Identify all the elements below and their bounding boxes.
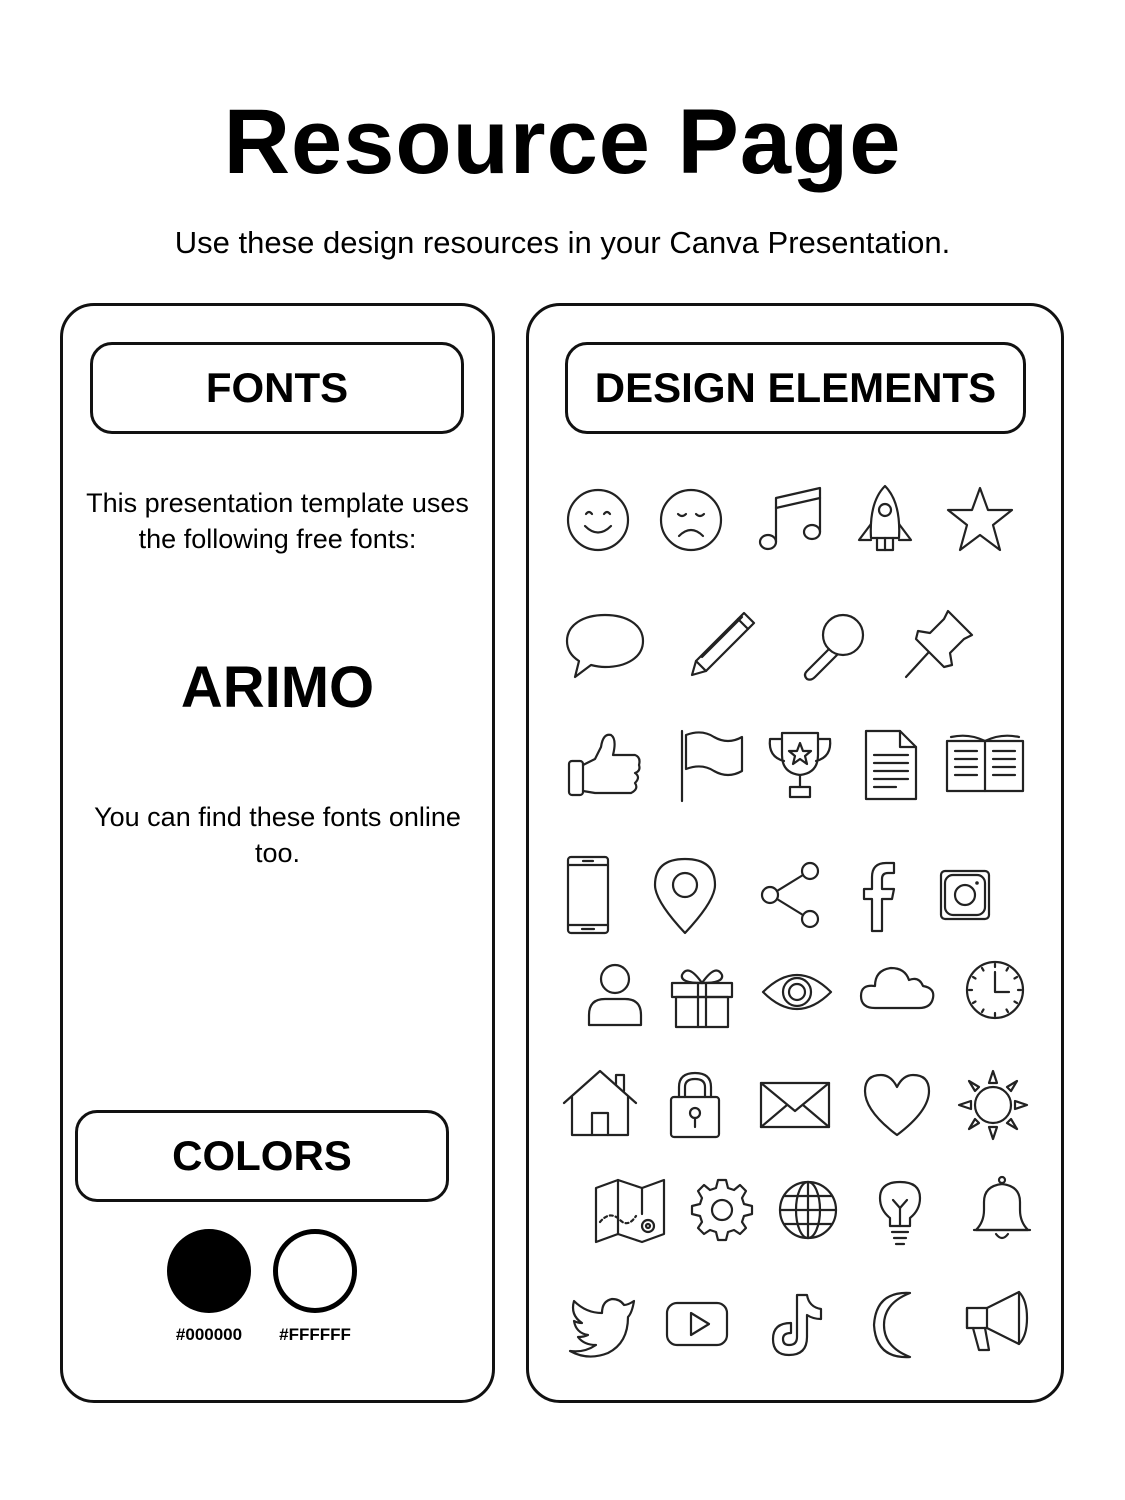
heart-icon — [857, 1065, 937, 1145]
clock-icon — [955, 950, 1035, 1030]
design-elements-heading: DESIGN ELEMENTS — [565, 342, 1026, 434]
magnifying-glass-icon — [795, 605, 875, 685]
house-icon — [560, 1065, 640, 1145]
sad-face-icon — [651, 480, 731, 560]
push-pin-icon — [898, 605, 978, 685]
document-icon — [850, 725, 930, 805]
flag-icon — [672, 725, 752, 805]
fonts-heading: FONTS — [90, 342, 464, 434]
tiktok-icon — [755, 1285, 835, 1365]
gift-icon — [662, 955, 742, 1035]
smiley-face-icon — [558, 480, 638, 560]
open-book-icon — [945, 725, 1025, 805]
star-icon — [940, 480, 1020, 560]
smartphone-icon — [548, 855, 628, 935]
rocket-icon — [845, 480, 925, 560]
padlock-icon — [655, 1065, 735, 1145]
envelope-icon — [755, 1065, 835, 1145]
pencil-icon — [682, 605, 762, 685]
colors-heading: COLORS — [75, 1110, 449, 1202]
user-icon — [575, 955, 655, 1035]
color-label-black: #000000 — [175, 1325, 243, 1344]
color-swatch-black — [167, 1229, 251, 1313]
color-label-white: #FFFFFF — [279, 1325, 351, 1344]
twitter-icon — [562, 1285, 642, 1365]
color-swatch-white — [273, 1229, 357, 1313]
map-icon — [590, 1170, 670, 1250]
light-bulb-icon — [860, 1170, 940, 1250]
font-name: ARIMO — [180, 655, 375, 720]
cloud-icon — [857, 950, 937, 1030]
bell-icon — [962, 1170, 1042, 1250]
speech-bubble-icon — [565, 605, 645, 685]
megaphone-icon — [957, 1280, 1037, 1360]
share-icon — [752, 855, 832, 935]
page-subtitle: Use these design resources in your Canva Presentation. — [174, 225, 951, 260]
location-pin-icon — [645, 855, 725, 935]
fonts-intro-text: This presentation template uses the following free fonts: — [86, 488, 469, 554]
eye-icon — [757, 952, 837, 1032]
globe-icon — [768, 1170, 848, 1250]
gear-icon — [682, 1170, 762, 1250]
facebook-icon — [838, 855, 918, 935]
fonts-note-text: You can find these fonts online too. — [94, 802, 461, 868]
thumbs-up-icon — [565, 725, 645, 805]
youtube-icon — [657, 1285, 737, 1365]
sun-icon — [953, 1065, 1033, 1145]
page-title: Resource Page — [223, 91, 902, 193]
music-note-icon — [750, 480, 830, 560]
instagram-icon — [925, 855, 1005, 935]
moon-icon — [860, 1285, 940, 1365]
trophy-icon — [760, 725, 840, 805]
